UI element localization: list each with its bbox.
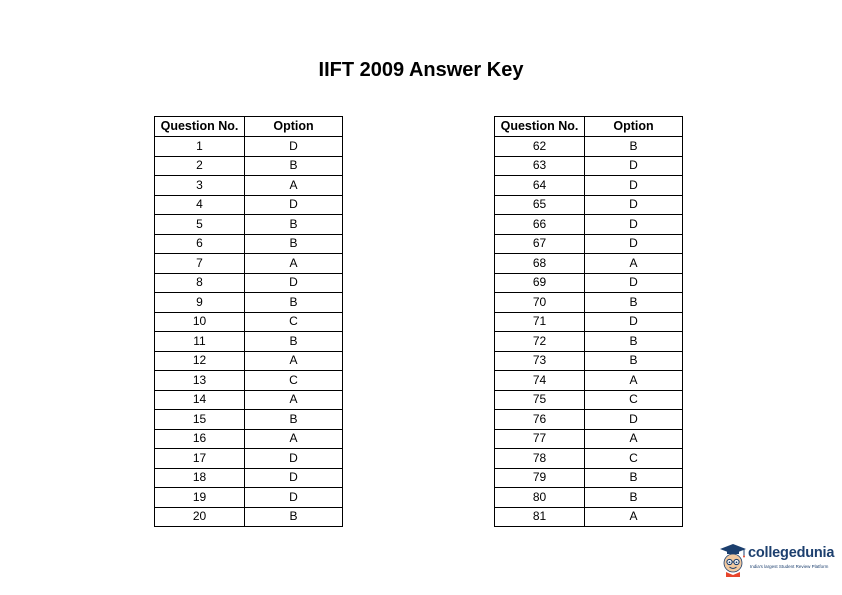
table-row: [155, 137, 343, 157]
answer-option-cell: B: [245, 234, 343, 254]
answer-option-cell: D: [585, 156, 683, 176]
answer-option-cell: B: [585, 488, 683, 508]
question-number-cell: 17: [155, 449, 245, 469]
answer-option-cell: D: [585, 195, 683, 215]
question-number-cell: 2: [155, 156, 245, 176]
question-number-header: Question No.: [155, 117, 245, 137]
question-number-cell: 3: [155, 176, 245, 196]
question-number-cell: 16: [155, 429, 245, 449]
table-row: [155, 410, 343, 430]
answer-option-cell: A: [245, 390, 343, 410]
question-number-cell: 71: [495, 312, 585, 332]
question-number-cell: 65: [495, 195, 585, 215]
answer-option-cell: D: [245, 468, 343, 488]
answer-option-cell: D: [585, 273, 683, 293]
answer-option-cell: D: [245, 488, 343, 508]
question-number-cell: 63: [495, 156, 585, 176]
answer-option-cell: B: [585, 293, 683, 313]
table-row: [155, 390, 343, 410]
question-number-cell: 19: [155, 488, 245, 508]
table-row: [155, 332, 343, 352]
table-row: [155, 215, 343, 235]
answer-option-cell: A: [585, 507, 683, 527]
answer-option-cell: B: [585, 468, 683, 488]
question-number-cell: 76: [495, 410, 585, 430]
question-number-cell: 4: [155, 195, 245, 215]
question-number-cell: 18: [155, 468, 245, 488]
question-number-cell: 72: [495, 332, 585, 352]
answer-key-table-right: [494, 116, 683, 527]
question-number-cell: 12: [155, 351, 245, 371]
answer-option-cell: A: [245, 429, 343, 449]
question-number-cell: 73: [495, 351, 585, 371]
answer-key-table-left: [154, 116, 343, 527]
table-row: [495, 449, 683, 469]
question-number-cell: 79: [495, 468, 585, 488]
question-number-cell: 6: [155, 234, 245, 254]
question-number-cell: 64: [495, 176, 585, 196]
question-number-cell: 70: [495, 293, 585, 313]
answer-option-cell: A: [245, 176, 343, 196]
question-number-cell: 9: [155, 293, 245, 313]
answer-option-cell: D: [585, 215, 683, 235]
answer-option-cell: D: [585, 176, 683, 196]
table-row: [155, 351, 343, 371]
table-row: [495, 137, 683, 157]
question-number-cell: 74: [495, 371, 585, 391]
table-row: [495, 371, 683, 391]
answer-option-cell: D: [585, 234, 683, 254]
answer-option-cell: C: [585, 390, 683, 410]
question-number-cell: 20: [155, 507, 245, 527]
answer-option-cell: D: [585, 312, 683, 332]
question-number-header: Question No.: [495, 117, 585, 137]
table-row: [155, 371, 343, 391]
answer-option-cell: B: [245, 293, 343, 313]
table-header-row: [155, 117, 343, 137]
answer-key-body-right: [495, 137, 683, 527]
table-row: [495, 429, 683, 449]
table-row: [495, 156, 683, 176]
question-number-cell: 62: [495, 137, 585, 157]
table-row: [495, 293, 683, 313]
logo-tagline: India's largest Student Review Platform: [750, 564, 829, 569]
answer-option-cell: D: [245, 273, 343, 293]
answer-option-cell: A: [585, 254, 683, 274]
table-row: [155, 293, 343, 313]
question-number-cell: 7: [155, 254, 245, 274]
answer-option-cell: B: [585, 137, 683, 157]
collegedunia-logo: [718, 543, 838, 579]
question-number-cell: 78: [495, 449, 585, 469]
question-number-cell: 67: [495, 234, 585, 254]
answer-option-cell: D: [245, 195, 343, 215]
answer-option-cell: B: [245, 156, 343, 176]
table-row: [495, 254, 683, 274]
answer-option-cell: A: [245, 351, 343, 371]
answer-option-cell: B: [585, 332, 683, 352]
table-row: [155, 488, 343, 508]
table-row: [495, 468, 683, 488]
question-number-cell: 8: [155, 273, 245, 293]
answer-option-cell: C: [245, 312, 343, 332]
question-number-cell: 77: [495, 429, 585, 449]
page-title: IIFT 2009 Answer Key: [318, 59, 524, 81]
table-row: [155, 254, 343, 274]
option-header: Option: [245, 117, 343, 137]
answer-option-cell: A: [585, 429, 683, 449]
table-row: [155, 312, 343, 332]
answer-option-cell: D: [245, 449, 343, 469]
table-row: [495, 390, 683, 410]
answer-option-cell: B: [245, 410, 343, 430]
answer-option-cell: B: [245, 332, 343, 352]
table-row: [155, 176, 343, 196]
table-row: [155, 156, 343, 176]
logo-wordmark: collegedunia: [748, 545, 835, 561]
question-number-cell: 10: [155, 312, 245, 332]
table-row: [495, 312, 683, 332]
answer-option-cell: C: [585, 449, 683, 469]
answer-option-cell: B: [585, 351, 683, 371]
answer-option-cell: B: [245, 215, 343, 235]
table-row: [495, 215, 683, 235]
question-number-cell: 15: [155, 410, 245, 430]
answer-option-cell: D: [585, 410, 683, 430]
question-number-cell: 5: [155, 215, 245, 235]
answer-option-cell: A: [585, 371, 683, 391]
table-row: [495, 507, 683, 527]
table-row: [495, 351, 683, 371]
answer-option-cell: C: [245, 371, 343, 391]
table-row: [155, 195, 343, 215]
table-row: [495, 176, 683, 196]
table-row: [155, 468, 343, 488]
question-number-cell: 75: [495, 390, 585, 410]
answer-option-cell: B: [245, 507, 343, 527]
question-number-cell: 66: [495, 215, 585, 235]
question-number-cell: 69: [495, 273, 585, 293]
table-row: [495, 195, 683, 215]
table-row: [495, 234, 683, 254]
question-number-cell: 14: [155, 390, 245, 410]
question-number-cell: 80: [495, 488, 585, 508]
table-row: [495, 488, 683, 508]
answer-option-cell: D: [245, 137, 343, 157]
answer-key-body-left: [155, 137, 343, 527]
question-number-cell: 1: [155, 137, 245, 157]
question-number-cell: 68: [495, 254, 585, 274]
student-mascot-icon: [718, 543, 748, 577]
option-header: Option: [585, 117, 683, 137]
table-row: [495, 410, 683, 430]
question-number-cell: 11: [155, 332, 245, 352]
answer-option-cell: A: [245, 254, 343, 274]
question-number-cell: 81: [495, 507, 585, 527]
table-row: [155, 449, 343, 469]
table-row: [155, 507, 343, 527]
table-row: [155, 273, 343, 293]
table-row: [155, 429, 343, 449]
table-row: [495, 273, 683, 293]
table-header-row: [495, 117, 683, 137]
table-row: [155, 234, 343, 254]
table-row: [495, 332, 683, 352]
question-number-cell: 13: [155, 371, 245, 391]
